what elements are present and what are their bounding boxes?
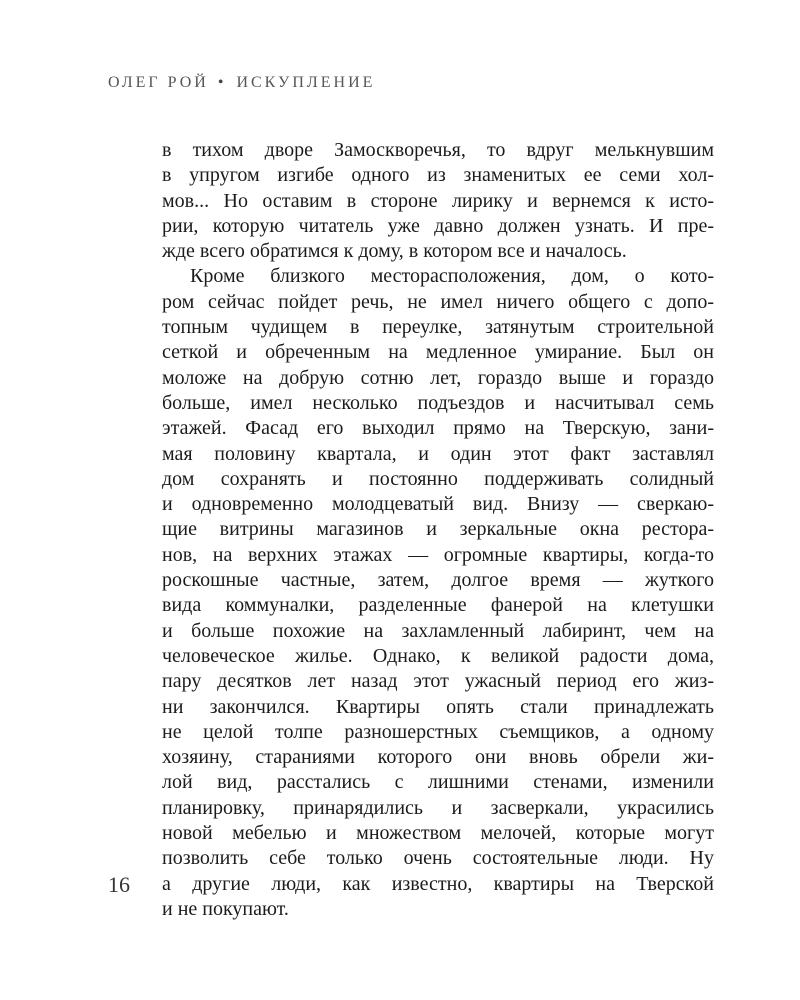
text-line: пару десятков лет назад этот ужасный период его жиз-	[162, 670, 714, 693]
text-line: мов... Но оставим в стороне лирику и вернемся к исто-	[162, 189, 714, 212]
text-line: и больше похожие на захламленный лабиринт, чем на	[162, 619, 714, 642]
text-line: больше, имел несколько подъездов и насчитывал семь	[162, 391, 714, 414]
text-line: сеткой и обреченным на медленное умирание. Был он	[162, 341, 714, 364]
text-line: моложе на добрую сотню лет, гораздо выше и гораздо	[162, 366, 714, 389]
text-line: рии, которую читатель уже давно должен узнать. И пре-	[162, 214, 714, 237]
text-line: в упругом изгибе одного из знаменитых ее семи хол-	[162, 164, 714, 187]
text-line: и не покупают.	[162, 897, 289, 920]
running-head-title: ИСКУПЛЕНИЕ	[236, 74, 376, 91]
text-line: а другие люди, как известно, квартиры на Тверской	[162, 872, 714, 895]
running-head-author: ОЛЕГ РОЙ	[108, 74, 209, 91]
text-line: топным чудищем в переулке, затянутым строительной	[162, 316, 714, 339]
paragraph-start-line: Кроме близкого месторасположения, дом, о кото-	[190, 265, 714, 288]
text-line: лой вид, расстались с лишними стенами, изменили	[162, 771, 714, 794]
running-head	[108, 74, 375, 92]
text-line: щие витрины магазинов и зеркальные окна рестора-	[162, 518, 714, 541]
text-line: ром сейчас пойдет речь, не имел ничего общего с допо-	[162, 290, 714, 313]
page-number: 16	[108, 872, 130, 897]
text-line: вида коммуналки, разделенные фанерой на клетушки	[162, 594, 714, 617]
text-line: человеческое жилье. Однако, к великой радости дома,	[162, 644, 714, 667]
text-line: мая половину квартала, и один этот факт заставлял	[162, 442, 714, 465]
text-line: дом сохранять и постоянно поддерживать солидный	[162, 467, 714, 490]
text-line: позволить себе только очень состоятельные люди. Ну	[162, 847, 714, 870]
text-line: нов, на верхних этажах — огромные квартиры, когда-то	[162, 543, 714, 566]
text-line: жде всего обратимся к дому, в котором все и началось.	[162, 240, 627, 263]
text-line: в тихом дворе Замоскворечья, то вдруг мелькнувшим	[162, 139, 714, 161]
text-line: роскошные частные, затем, долгое время — жуткого	[162, 569, 714, 592]
text-line: новой мебелью и множеством мелочей, которые могут	[162, 822, 714, 845]
text-line: планировку, принарядились и засверкали, украсились	[162, 796, 714, 819]
text-line: этажей. Фасад его выходил прямо на Тверскую, зани-	[162, 417, 714, 440]
text-line: ни закончился. Квартиры опять стали принадлежать	[162, 695, 714, 718]
running-head-separator: •	[217, 74, 224, 91]
text-line: не целой толпе разношерстных съемщиков, а одному	[162, 720, 714, 743]
text-line: и одновременно молодцеватый вид. Внизу — сверкаю-	[162, 493, 714, 516]
text-line: хозяину, стараниями которого они вновь обрели жи-	[162, 746, 714, 769]
body-text	[162, 138, 714, 922]
